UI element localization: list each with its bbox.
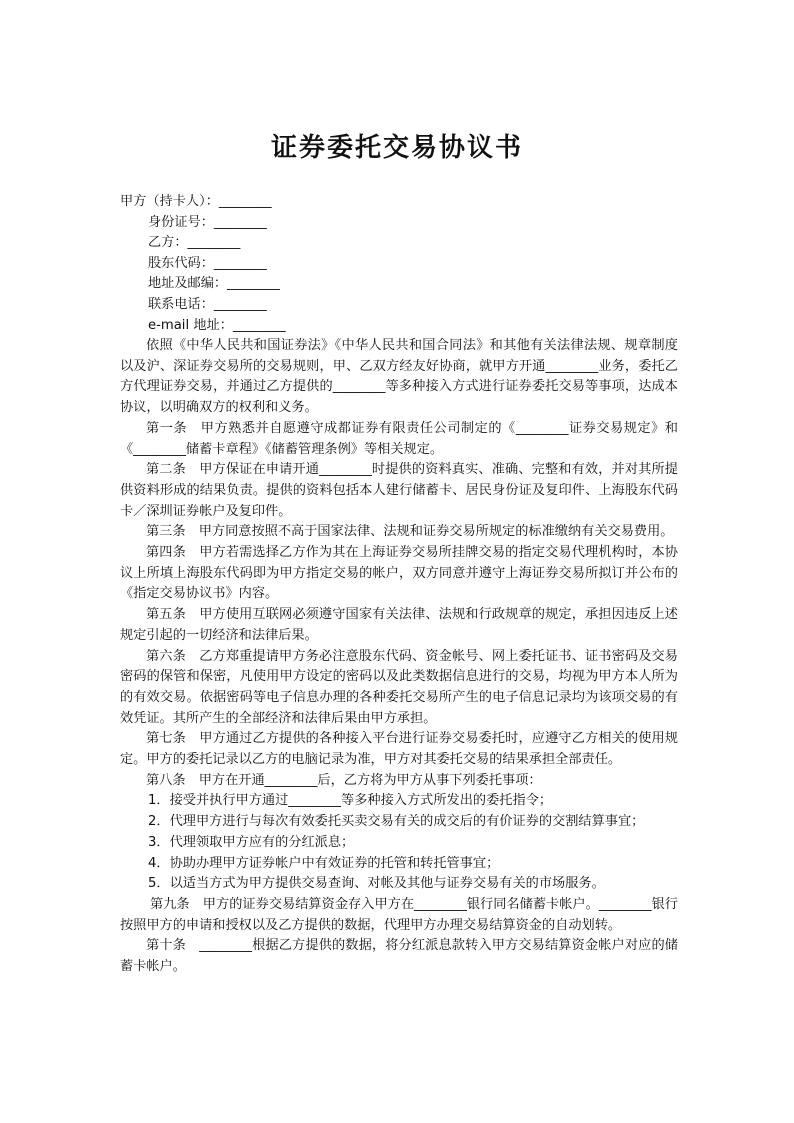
article-10: 第十条 ________根据乙方提供的数据，将分红派息款转入甲方交易结算资金帐户对应的储蓄卡帐户。 xyxy=(120,938,678,975)
article-4: 第四条 甲方若需选择乙方作为其在上海证券交易所挂牌交易的指定交易代理机构时，本协议上所填上海股东代码即为甲方指定交易的帐户，双方同意并遵守上海证券交易所拟订并公布的《指定交易协议书》内容。 xyxy=(120,545,678,602)
article-1: 第一条 甲方熟悉并自愿遵守成都证券有限责任公司制定的《________证券交易规定》和《________储蓄卡章程》《储蓄管理条例》等相关规定。 xyxy=(120,420,678,457)
article-6: 第六条 乙方郑重提请甲方务必注意股东代码、资金帐号、网上委托证书、证书密码及交易密码的保管和保密，凡使用甲方设定的密码以及此类数据信息进行的交易，均视为甲方本人所为的有效交易。依据密码等电子信息办理的各种委托交易所产生的电子信息记录均为该项交易的有效凭证。其所产生的全部经济和法律后果由甲方承担。 xyxy=(120,648,678,726)
email-field: e-mail 地址：________ xyxy=(148,317,286,333)
party-a-field: 甲方（持卡人）：________ xyxy=(120,194,272,209)
article-8-item-4: 4．协助办理甲方证券帐户中有效证券的托管和转托管事宜； xyxy=(148,855,500,871)
article-5: 第五条 甲方使用互联网必须遵守国家有关法律、法规和行政规章的规定，承担因违反上述规定引起的一切经济和法律后果。 xyxy=(120,607,678,643)
party-info-fields xyxy=(120,192,286,336)
phone-field: 联系电话：________ xyxy=(148,296,267,312)
article-7: 第七条 甲方通过乙方提供的各种接入平台进行证券交易委托时，应遵守乙方相关的使用规定。甲方的委托记录以乙方的电脑记录为准，甲方对其委托交易的结果承担全部责任。 xyxy=(120,731,678,768)
agreement-body xyxy=(120,336,678,978)
article-3: 第三条 甲方同意按照不高于国家法律、法规和证券交易所规定的标准缴纳有关交易费用。 xyxy=(146,524,674,540)
article-8-item-2: 2．代理甲方进行与每次有效委托买卖交易有关的成交后的有价证券的交割结算事宜； xyxy=(148,814,645,830)
id-number-field: 身份证号：________ xyxy=(148,214,267,230)
intro-paragraph: 依照《中华人民共和国证券法》《中华人民共和国合同法》和其他有关法律法规、规章制度以及沪、深证券交易所的交易规则，甲、乙双方经友好协商，就甲方开通________业务，委托乙方代理证券交易，并通过乙方提供的________等多种接入方式进行证券委托交易等事项，达成本协议，以明确双方的权利和义务。 xyxy=(120,338,678,416)
party-b-field: 乙方：________ xyxy=(148,235,241,251)
document-title: 证券委托交易协议书 xyxy=(270,133,523,163)
article-2: 第二条 甲方保证在申请开通________时提供的资料真实、准确、完整和有效，并对其所提供资料形成的结果负责。提供的资料包括本人建行储蓄卡、居民身份证及复印件、上海股东代码卡／深圳证券帐户及复印件。 xyxy=(120,462,678,519)
shareholder-code-field: 股东代码：________ xyxy=(148,255,267,271)
article-8-item-3: 3．代理领取甲方应有的分红派息； xyxy=(148,834,355,850)
address-zip-field: 地址及邮编：________ xyxy=(148,276,280,292)
article-8-item-5: 5．以适当方式为甲方提供交易查询、对帐及其他与证券交易有关的市场服务。 xyxy=(148,876,605,892)
article-9: 第九条 甲方的证券交易结算资金存入甲方在________银行同名储蓄卡帐户。________银行按照甲方的申请和授权以及乙方提供的数据，代理甲方办理交易结算资金的自动划转。 xyxy=(120,896,678,933)
article-8-item-1: 1．接受并执行甲方通过________等多种接入方式所发出的委托指令； xyxy=(148,793,553,809)
article-8: 第八条 甲方在开通________后，乙方将为甲方从事下列委托事项： xyxy=(146,772,542,788)
